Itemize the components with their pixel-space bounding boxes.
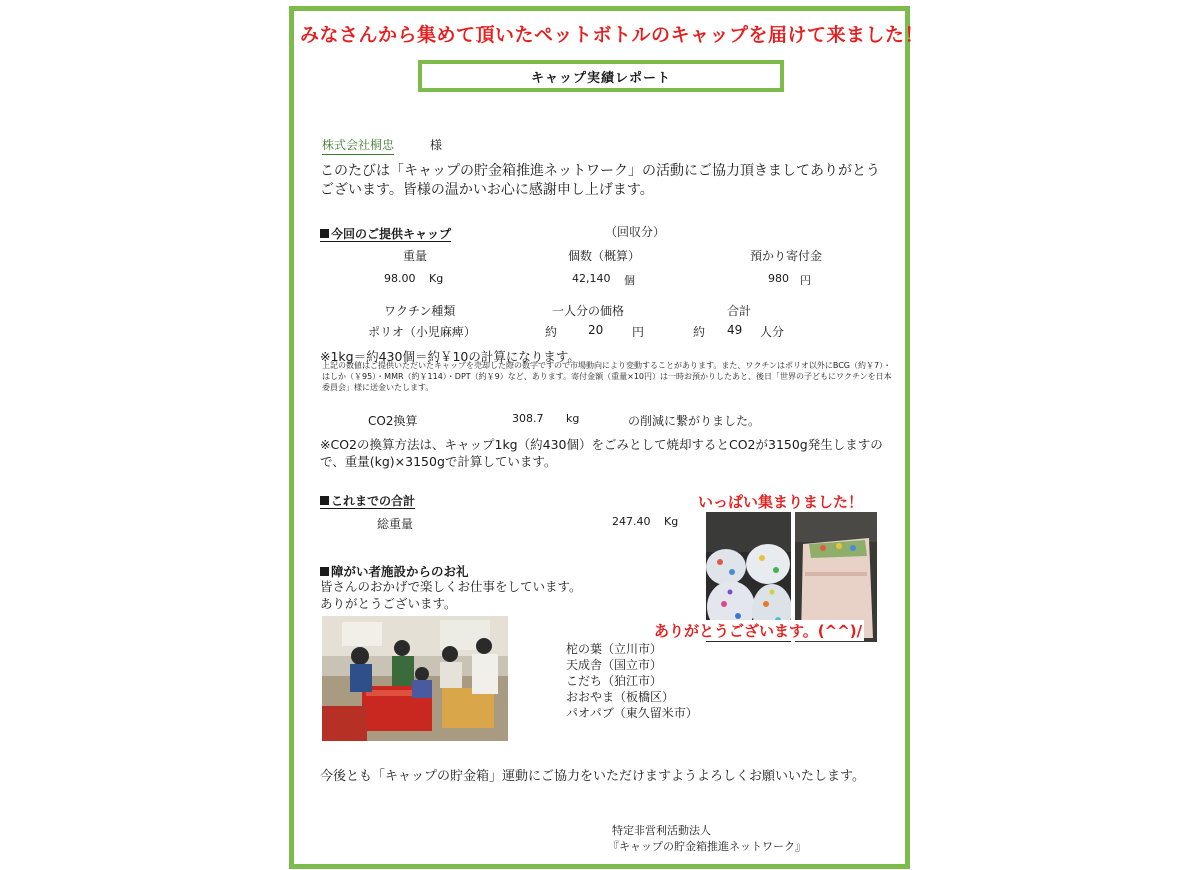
conversion-note: ※1kg＝約430個＝約￥10の計算になります。 bbox=[320, 349, 580, 364]
co2-note: ※CO2の換算方法は、キャップ1kg（約430個）をごみとして焼却するとCO2が3150g発生しますので、重量(kg)×3150gで計算しています。 bbox=[320, 437, 883, 469]
current-heading: 今回のご提供キャップ bbox=[320, 223, 451, 242]
total-prefix: 約 bbox=[693, 325, 706, 339]
cumulative-value: 247.40 bbox=[612, 515, 651, 528]
cumulative-heading: これまでの合計 bbox=[320, 490, 415, 509]
thanks-message bbox=[320, 578, 582, 612]
price-prefix: 約 bbox=[545, 325, 558, 339]
col-vaccine: ワクチン種類 bbox=[384, 304, 456, 318]
price-value: 20 bbox=[588, 323, 604, 337]
square-bullet-icon bbox=[320, 229, 329, 238]
weight-unit: Kg bbox=[429, 272, 444, 285]
donation-unit: 円 bbox=[800, 274, 811, 287]
report-title: キャップ実績レポート bbox=[418, 60, 784, 92]
weight-value: 98.00 bbox=[384, 272, 416, 285]
price-unit: 円 bbox=[632, 325, 645, 339]
caption-collected: いっぱい集まりました！ bbox=[698, 493, 864, 511]
total-value: 49 bbox=[727, 323, 743, 337]
co2-value: 308.7 bbox=[512, 412, 544, 425]
workshop-photo bbox=[322, 616, 508, 741]
fine-print-note: 上記の数値はご提供いただいたキャップを売却した際の数字ですので市場動向により変動することがあります。また、ワクチンはポリオ以外にBCG（約￥7）・はしか（￥95）・MMR（約￥114）・DPT（約￥9）など、あります。寄付金額（重量×10円）は一時お預かりしたあと、後日「世界の子どもにワクチンを日本委員会」様に送金いたします。 bbox=[322, 361, 892, 392]
recipient-company: 株式会社桐忠 bbox=[322, 136, 394, 155]
headline: みなさんから集めて頂いたペットボトルのキャップを届けて来ました！ bbox=[300, 24, 925, 46]
thanks-heading: 障がい者施設からのお礼 bbox=[320, 561, 469, 580]
org-name: 『キャップの貯金箱推進ネットワーク』 bbox=[608, 840, 806, 853]
facility-4: おおやま（板橋区） bbox=[566, 690, 675, 704]
vaccine-type: ポリオ（小児麻痺） bbox=[368, 325, 476, 339]
col-total: 合計 bbox=[727, 304, 752, 318]
facility-5: パオパブ（東久留米市） bbox=[566, 706, 698, 720]
recipient-honorific: 様 bbox=[430, 138, 443, 152]
current-period: （回収分） bbox=[605, 225, 666, 239]
donation-value: 980 bbox=[768, 272, 789, 285]
org-type: 特定非営利活動法人 bbox=[612, 824, 711, 837]
total-unit: 人分 bbox=[760, 325, 785, 339]
facility-1: 柁の葉（立川市） bbox=[566, 642, 663, 656]
count-unit: 個 bbox=[624, 274, 635, 287]
intro-text: このたびは「キャップの貯金箱推進ネットワーク」の活動にご協力頂きましてありがとうございます。皆様の温かいお心に感謝申し上げます。 bbox=[320, 163, 880, 198]
count-value: 42,140 bbox=[572, 272, 611, 285]
facility-2: 天成舎（国立市） bbox=[566, 658, 663, 672]
square-bullet-icon bbox=[320, 567, 329, 576]
thanks-line-1: 皆さんのおかげで楽しくお仕事をしています。 bbox=[320, 579, 582, 594]
col-count: 個数（概算） bbox=[568, 249, 641, 263]
col-price: 一人分の価格 bbox=[552, 304, 625, 318]
thanks-line-2: ありがとうございます。 bbox=[320, 596, 457, 611]
cumulative-unit: Kg bbox=[664, 515, 679, 528]
col-donation: 預かり寄付金 bbox=[750, 249, 823, 263]
co2-suffix: の削減に繋がりました。 bbox=[628, 414, 761, 428]
facility-3: こだち（狛江市） bbox=[566, 674, 663, 688]
square-bullet-icon bbox=[320, 496, 329, 505]
co2-label: CO2換算 bbox=[368, 414, 418, 428]
co2-unit: kg bbox=[566, 412, 580, 425]
cumulative-label: 総重量 bbox=[377, 517, 414, 531]
caption-thank-you: ありがとうございます。(^^)/ bbox=[654, 622, 863, 640]
col-weight: 重量 bbox=[403, 249, 428, 263]
cropped-top-line bbox=[300, 0, 940, 5]
closing-message: 今後とも「キャップの貯金箱」運動にご協力をいただけますようよろしくお願いいたします。 bbox=[320, 769, 865, 784]
